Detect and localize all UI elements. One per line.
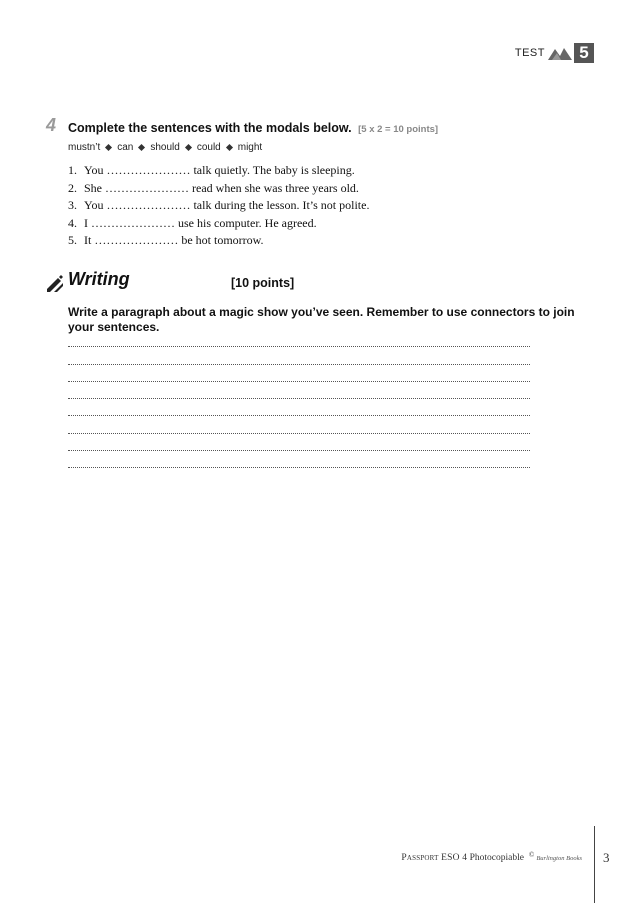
sentence-text: It ………………… be hot tomorrow. <box>84 233 264 248</box>
exercise-instruction <box>68 121 438 135</box>
writing-title: Writing <box>68 269 130 289</box>
diamond-icon <box>138 143 145 150</box>
sentence-item <box>68 232 369 250</box>
exercise-points: [5 x 2 = 10 points] <box>358 124 439 135</box>
sentence-number: 3. <box>68 198 77 213</box>
sentence-item <box>68 180 369 198</box>
footer-publisher: Burlington Books <box>536 855 582 862</box>
pencil-icon <box>47 275 63 292</box>
word-bank <box>68 142 262 153</box>
exercise-number: 4 <box>46 115 57 135</box>
page-number: 3 <box>603 850 610 865</box>
test-label: TEST <box>514 47 545 59</box>
answer-line[interactable] <box>68 440 530 457</box>
mountains-icon <box>548 46 572 60</box>
answer-line[interactable] <box>68 353 530 370</box>
sentence-number: 4. <box>68 215 77 230</box>
answer-line[interactable] <box>68 371 530 388</box>
sentence-item <box>68 197 369 215</box>
exercise-instruction-text: Complete the sentences with the modals below. <box>68 121 352 135</box>
writing-instruction: Write a paragraph about a magic show you’ve seen. Remember to use connectors to join your sentences. <box>68 305 575 334</box>
sentence-list <box>68 162 369 250</box>
test-number-badge: 5 <box>574 43 594 63</box>
answer-line[interactable] <box>68 422 530 439</box>
diamond-icon <box>185 143 192 150</box>
sentence-text: You ………………… talk during the lesson. It’s not polite. <box>84 198 370 213</box>
footer-brand: Passport ESO 4 <box>401 853 468 863</box>
answer-line[interactable] <box>68 336 530 353</box>
diamond-icon <box>105 143 112 150</box>
writing-points: [10 points] <box>231 276 295 290</box>
footer-photocopiable: Photocopiable <box>469 853 524 863</box>
copyright-icon: © <box>528 851 535 859</box>
word-bank-item: can <box>117 142 134 153</box>
diamond-icon <box>226 143 233 150</box>
sentence-item <box>68 162 369 180</box>
sentence-text: I ………………… use his computer. He agreed. <box>84 215 317 230</box>
footer-divider <box>594 826 595 903</box>
word-bank-item: might <box>237 142 263 153</box>
sentence-number: 5. <box>68 233 77 248</box>
word-bank-item: mustn’t <box>68 142 101 153</box>
word-bank-item: could <box>196 142 221 153</box>
writing-answer-lines[interactable] <box>68 336 530 474</box>
answer-line[interactable] <box>68 405 530 422</box>
sentence-text: You ………………… talk quietly. The baby is sleeping. <box>84 163 355 177</box>
sentence-item <box>68 215 369 233</box>
test-header <box>515 43 594 63</box>
sentence-text: She ………………… read when she was three years old. <box>84 180 359 195</box>
word-bank-item: should <box>150 142 180 153</box>
sentence-number: 1. <box>68 163 77 177</box>
answer-line[interactable] <box>68 388 530 405</box>
page-footer <box>401 853 582 863</box>
answer-line[interactable] <box>68 457 530 474</box>
sentence-number: 2. <box>68 180 77 195</box>
